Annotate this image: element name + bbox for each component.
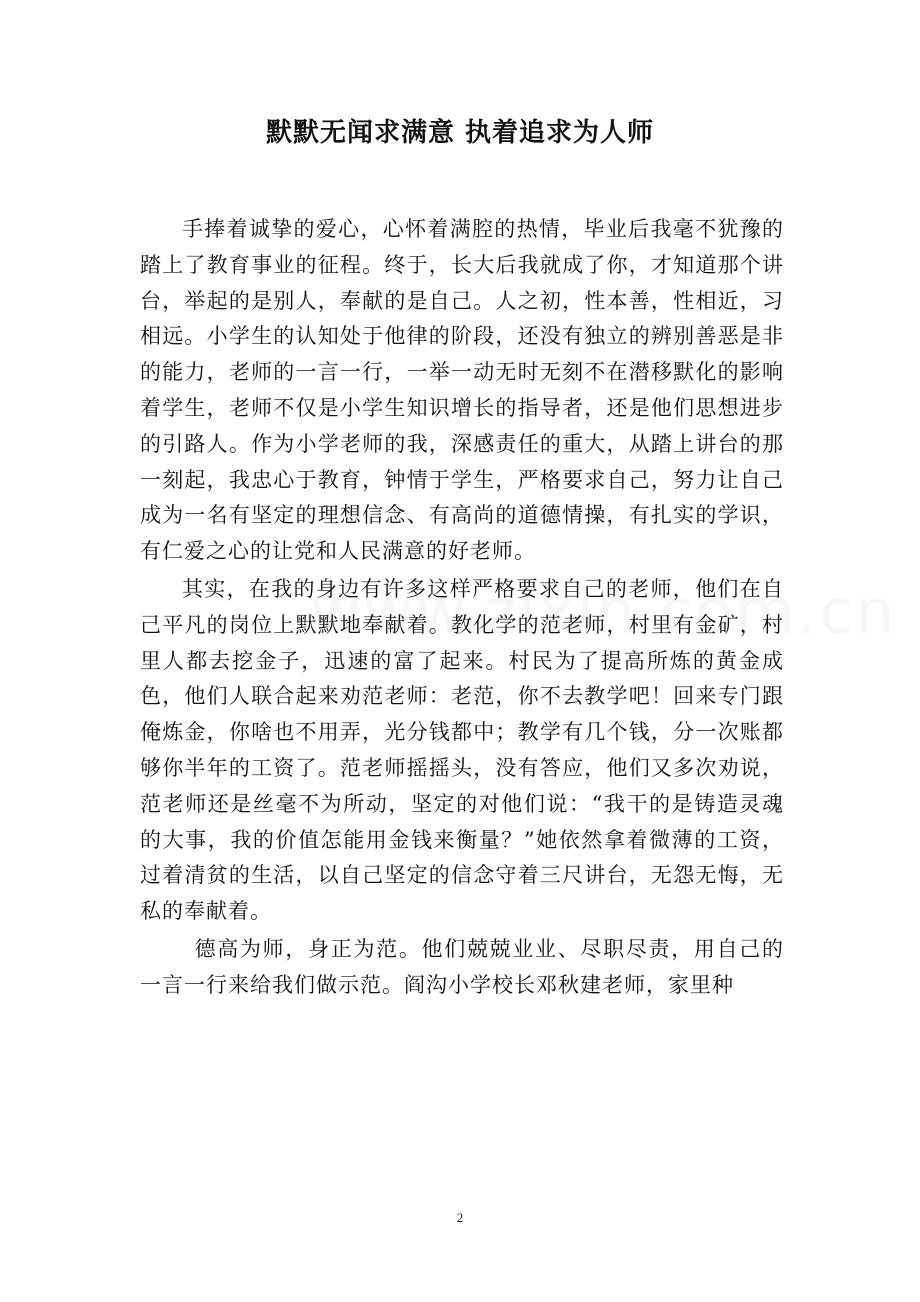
page-number: 2 <box>456 1210 464 1225</box>
paragraph: 其实，在我的身边有许多这样严格要求自己的老师，他们在自己平凡的岗位上默默地奉献着。教化学的范老师，村里有金矿，村里人都去挖金子，迅速的富了起来。村民为了提高所炼的黄金成色，他们人联合起来劝范老师：老范，你不去教学吧！回来专门跟俺炼金，你啥也不用弄，光分钱都中；教学有几个钱，分一次账都够你半年的工资了。范老师摇摇头，没有答应，他们又多次劝说，范老师还是丝毫不为所动，坚定的对他们说：“我干的是铸造灵魂的大事，我的价值怎能用金钱来衡量？”她依然拿着微薄的工资，过着清贫的生活，以自己坚定的信念守着三尺讲台，无怨无悔，无私的奉献着。 <box>140 576 784 924</box>
document-body <box>140 212 784 1004</box>
paragraph: 德高为师，身正为范。他们兢兢业业、尽职尽责，用自己的一言一行来给我们做示范。阎沟小学校长邓秋建老师，家里种 <box>140 936 784 997</box>
paragraph: 手捧着诚挚的爱心，心怀着满腔的热情，毕业后我毫不犹豫的踏上了教育事业的征程。终于，长大后我就成了你，才知道那个讲台，举起的是别人，奉献的是自己。人之初，性本善，性相近，习相远。小学生的认知处于他律的阶段，还没有独立的辨别善恶是非的能力，老师的一言一行，一举一动无时无刻不在潜移默化的影响着学生，老师不仅是小学生知识增长的指导者，还是他们思想进步的引路人。作为小学老师的我，深感责任的重大，从踏上讲台的那一刻起，我忠心于教育，钟情于学生，严格要求自己，努力让自己成为一名有坚定的理想信念、有高尚的道德情操，有扎实的学识，有仁爱之心的让党和人民满意的好老师。 <box>140 217 784 564</box>
document-title: 默默无闻求满意 执着追求为人师 <box>265 118 655 148</box>
